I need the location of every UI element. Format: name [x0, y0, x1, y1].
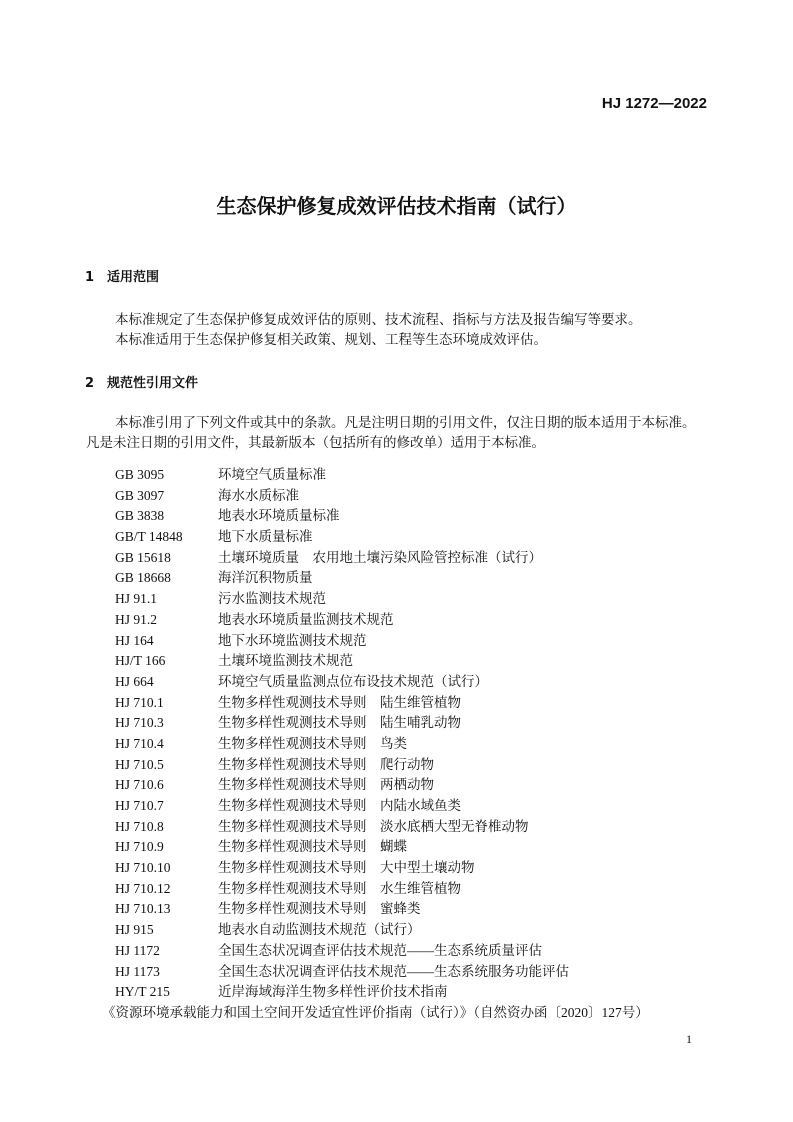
- reference-title: 地表水自动监测技术规范（试行）: [218, 922, 421, 938]
- reference-title: 生物多样性观测技术导则 两栖动物: [218, 777, 434, 793]
- reference-title: 土壤环境质量 农用地土壤污染风险管控标准（试行）: [218, 549, 542, 565]
- reference-code: HJ/T 166: [115, 653, 166, 669]
- reference-item: [115, 858, 649, 879]
- reference-title: 全国生态状况调查评估技术规范——生态系统服务功能评估: [218, 963, 569, 979]
- reference-code: HJ 710.3: [115, 715, 164, 731]
- reference-title: 土壤环境监测技术规范: [218, 653, 353, 669]
- reference-title: 地表水环境质量监测技术规范: [218, 611, 394, 627]
- reference-item: [115, 631, 649, 652]
- reference-title: 海水水质标准: [218, 487, 299, 503]
- reference-item: [115, 817, 649, 838]
- section-title: 规范性引用文件: [107, 376, 199, 391]
- reference-item: [115, 899, 649, 920]
- reference-title: 近岸海域海洋生物多样性评价技术指南: [218, 984, 448, 1000]
- reference-code: HJ 710.13: [115, 901, 171, 917]
- section-heading-references: [85, 372, 198, 391]
- reference-item: [115, 962, 649, 983]
- reference-title: 污水监测技术规范: [218, 591, 326, 607]
- reference-code: GB 3838: [115, 508, 165, 524]
- reference-title: 地下水质量标准: [218, 529, 313, 545]
- reference-item: [115, 920, 649, 941]
- reference-code: GB/T 14848: [115, 529, 183, 545]
- reference-code: HJ 91.1: [115, 591, 158, 607]
- reference-title: 地表水环境质量标准: [218, 508, 340, 524]
- reference-code: GB 18668: [115, 570, 171, 586]
- reference-item: 《资源环境承载能力和国土空间开发适宜性评价指南（试行）》（自然资办函〔2020〕127号）: [102, 1004, 649, 1020]
- reference-code: HJ 710.6: [115, 777, 164, 793]
- reference-item: [115, 672, 649, 693]
- reference-item: [115, 589, 649, 610]
- section-number: 2: [85, 376, 95, 391]
- reference-code: HJ 915: [115, 922, 154, 938]
- reference-title: 地下水环境监测技术规范: [218, 632, 367, 648]
- reference-code: HJ 710.7: [115, 798, 164, 813]
- reference-item: [115, 796, 649, 817]
- reference-item: [115, 651, 649, 672]
- reference-item: [115, 775, 649, 796]
- reference-code: HJ 710.10: [115, 860, 171, 876]
- reference-code: HJ 710.9: [115, 839, 164, 855]
- reference-code: GB 3095: [115, 467, 165, 482]
- paragraph: 凡是未注日期的引用文件，其最新版本（包括所有的修改单）适用于本标准。: [86, 435, 545, 450]
- reference-code: HJ 664: [115, 673, 154, 689]
- reference-item: [115, 713, 649, 734]
- reference-title: 生物多样性观测技术导则 淡水底栖大型无脊椎动物: [218, 818, 529, 834]
- reference-item: [115, 548, 649, 569]
- reference-item: [115, 568, 649, 589]
- reference-code: HJ 710.5: [115, 756, 164, 772]
- section-number: 1: [85, 270, 95, 285]
- paragraph: 本标准适用于生态保护修复相关政策、规划、工程等生态环境成效评估。: [115, 332, 547, 347]
- reference-item: [115, 610, 649, 631]
- reference-title: 生物多样性观测技术导则 鸟类: [218, 735, 407, 751]
- reference-item: [115, 506, 649, 527]
- reference-title: 环境空气质量监测点位布设技术规范（试行）: [218, 673, 488, 689]
- reference-item: [115, 465, 649, 486]
- paragraph: 本标准引用了下列文件或其中的条款。凡是注明日期的引用文件，仅注日期的版本适用于本标准。: [115, 415, 696, 430]
- reference-item: [115, 755, 649, 776]
- reference-title: 生物多样性观测技术导则 内陆水域鱼类: [218, 798, 461, 813]
- reference-code: HJ 1172: [115, 942, 160, 958]
- reference-item: [115, 982, 649, 1003]
- reference-title: 生物多样性观测技术导则 蝴蝶: [218, 839, 407, 855]
- reference-code: HJ 710.8: [115, 818, 164, 834]
- reference-title: 生物多样性观测技术导则 陆生维管植物: [218, 694, 461, 710]
- reference-title: 生物多样性观测技术导则 大中型土壤动物: [218, 860, 475, 876]
- reference-list: [102, 465, 649, 1024]
- section-title: 适用范围: [107, 270, 160, 285]
- reference-code: HJ 710.1: [115, 694, 164, 710]
- reference-item: [115, 693, 649, 714]
- reference-code: HY/T 215: [115, 984, 170, 1000]
- reference-title: 生物多样性观测技术导则 爬行动物: [218, 756, 434, 772]
- reference-code: HJ 91.2: [115, 611, 158, 627]
- page-number: 1: [686, 1032, 692, 1046]
- reference-title: 生物多样性观测技术导则 水生维管植物: [218, 880, 461, 896]
- reference-title: 生物多样性观测技术导则 蜜蜂类: [218, 901, 421, 917]
- reference-code: GB 3097: [115, 487, 165, 503]
- reference-code: GB 15618: [115, 549, 171, 565]
- reference-item: [115, 941, 649, 962]
- reference-code: HJ 710.4: [115, 735, 164, 751]
- reference-item: [115, 837, 649, 858]
- reference-title: 环境空气质量标准: [218, 467, 326, 482]
- reference-title: 生物多样性观测技术导则 陆生哺乳动物: [218, 715, 461, 731]
- section-heading-scope: [85, 266, 159, 285]
- reference-code: HJ 710.12: [115, 880, 171, 896]
- reference-title: 全国生态状况调查评估技术规范——生态系统质量评估: [218, 942, 542, 958]
- paragraph: 本标准规定了生态保护修复成效评估的原则、技术流程、指标与方法及报告编写等要求。: [115, 312, 642, 327]
- reference-item: [115, 486, 649, 507]
- reference-code: HJ 1173: [115, 963, 160, 979]
- reference-item: [115, 879, 649, 900]
- standard-number: HJ 1272—2022: [601, 95, 707, 112]
- reference-title: 海洋沉积物质量: [218, 570, 313, 586]
- reference-item: [115, 734, 649, 755]
- reference-item: [115, 527, 649, 548]
- document-title: 生态保护修复成效评估技术指南（试行）: [216, 194, 577, 218]
- reference-code: HJ 164: [115, 632, 154, 648]
